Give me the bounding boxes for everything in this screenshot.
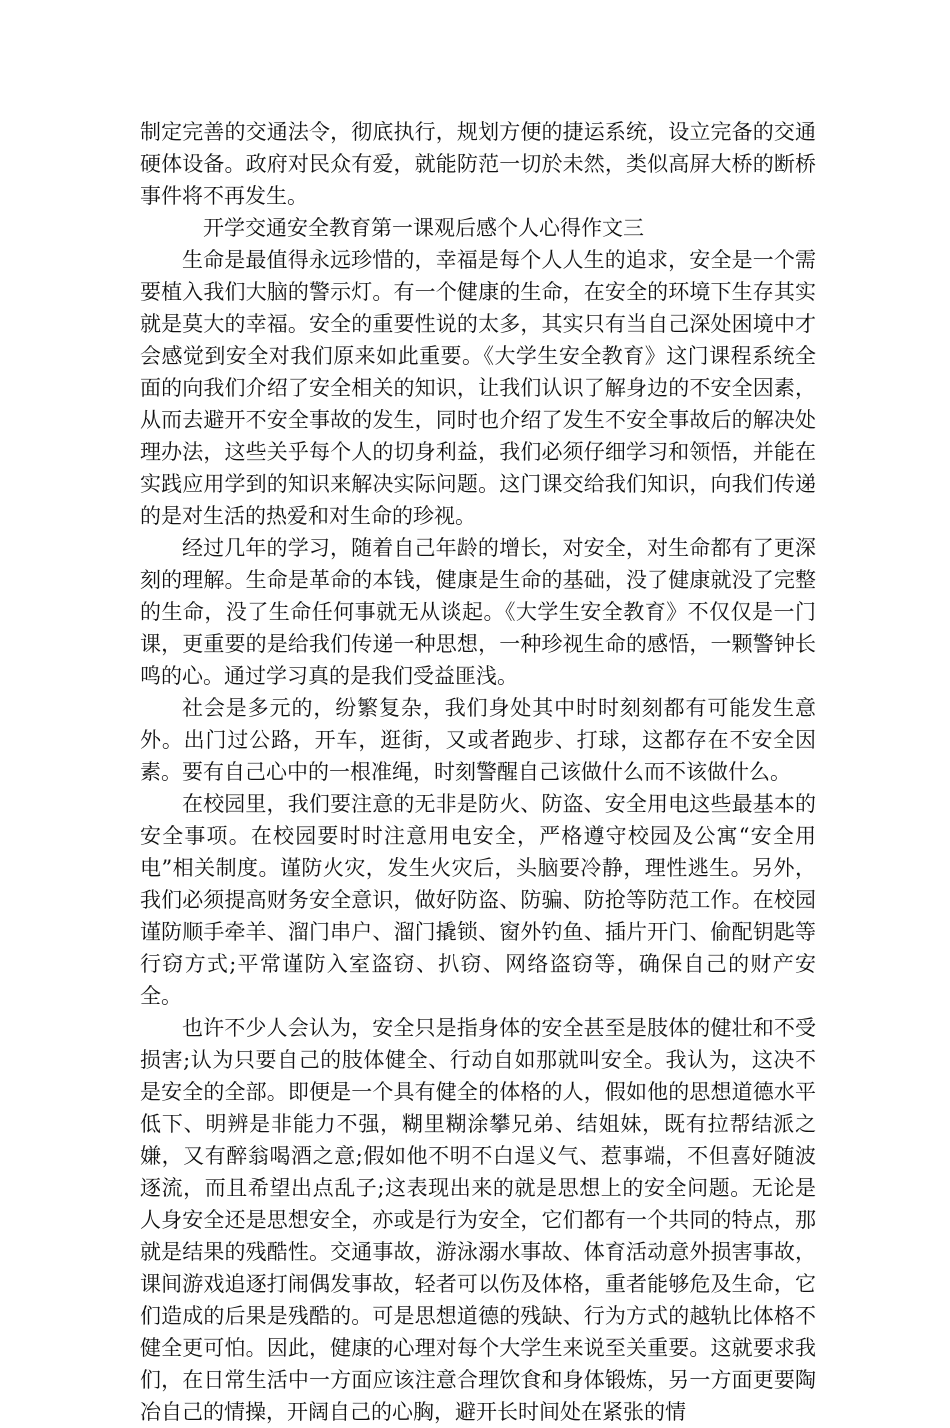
paragraph-intro-continuation: 制定完善的交通法令，彻底执行，规划方便的捷运系统，设立完备的交通硬体设备。政府对民众有爱，就能防范一切於未然，类似高屏大桥的断桥事件将不再发生。 [140,120,816,208]
paragraph-years-of-study: 经过几年的学习，随着自己年龄的增长，对安全，对生命都有了更深刻的理解。生命是革命的本钱，健康是生命的基础，没了健康就没了完整的生命，没了生命任何事就无从谈起。《大学生安全教育》不仅仅是一门课，更重要的是给我们传递一种思想，一种珍视生命的感悟，一颗警钟长鸣的心。通过学习真的是我们受益匪浅。 [140,536,816,688]
section-heading: 开学交通安全教育第一课观后感个人心得作文三 [203,216,644,240]
paragraph-mental-safety: 也许不少人会认为，安全只是指身体的安全甚至是肢体的健壮和不受损害;认为只要自己的肢体健全、行动自如那就叫安全。我认为，这决不是安全的全部。即便是一个具有健全的体格的人，假如他的思想道德水平低下、明辨是非能力不强，糊里糊涂攀兄弟、结姐妹，既有拉帮结派之嫌，又有醉翁喝酒之意;假如他不明不白逞义气、惹事端，不但喜好随波逐流，而且希望出点乱子;这表现出来的就是思想上的安全问题。无论是人身安全还是思想安全，亦或是行为安全，它们都有一个共同的特点，那就是结果的残酷性。交通事故，游泳溺水事故、体育活动意外损害事故，课间游戏追逐打闹偶发事故，轻者可以伤及体格，重者能够危及生命，它们造成的后果是残酷的。可是思想道德的残缺、行为方式的越轨比体格不健全更可怕。因此，健康的心理对每个大学生来说至关重要。这就要求我们，在日常生活中一方面应该注意合理饮食和身体锻炼，另一方面更要陶冶自己的情操，开阔自己的心胸，避开长时间处在紧张的情 [140,1016,816,1424]
paragraph-life-value: 生命是最值得永远珍惜的，幸福是每个人人生的追求，安全是一个需要植入我们大脑的警示灯。有一个健康的生命，在安全的环境下生存其实就是莫大的幸福。安全的重要性说的太多，其实只有当自己深处困境中才会感觉到安全对我们原来如此重要。《大学生安全教育》这门课程系统全面的向我们介绍了安全相关的知识，让我们认识了解身边的不安全因素，从而去避开不安全事故的发生，同时也介绍了发生不安全事故后的解决处理办法，这些关乎每个人的切身利益，我们必须仔细学习和领悟，并能在实践应用学到的知识来解决实际问题。这门课交给我们知识，向我们传递的是对生活的热爱和对生命的珍视。 [140,248,816,528]
document-body [140,116,816,1428]
paragraph-campus-safety: 在校园里，我们要注意的无非是防火、防盗、安全用电这些最基本的安全事项。在校园要时时注意用电安全，严格遵守校园及公寓“安全用电”相关制度。谨防火灾，发生火灾后，头脑要冷静，理性逃生。另外，我们必须提高财务安全意识，做好防盗、防骗、防抢等防范工作。在校园谨防顺手牵羊、溜门串户、溜门撬锁、窗外钓鱼、插片开门、偷配钥匙等行窃方式;平常谨防入室盗窃、扒窃、网络盗窃等，确保自己的财产安全。 [140,792,816,1008]
paragraph-society: 社会是多元的，纷繁复杂，我们身处其中时时刻刻都有可能发生意外。出门过公路，开车，逛街，又或者跑步、打球，这都存在不安全因素。要有自己心中的一根准绳，时刻警醒自己该做什么而不该做什么。 [140,696,816,784]
